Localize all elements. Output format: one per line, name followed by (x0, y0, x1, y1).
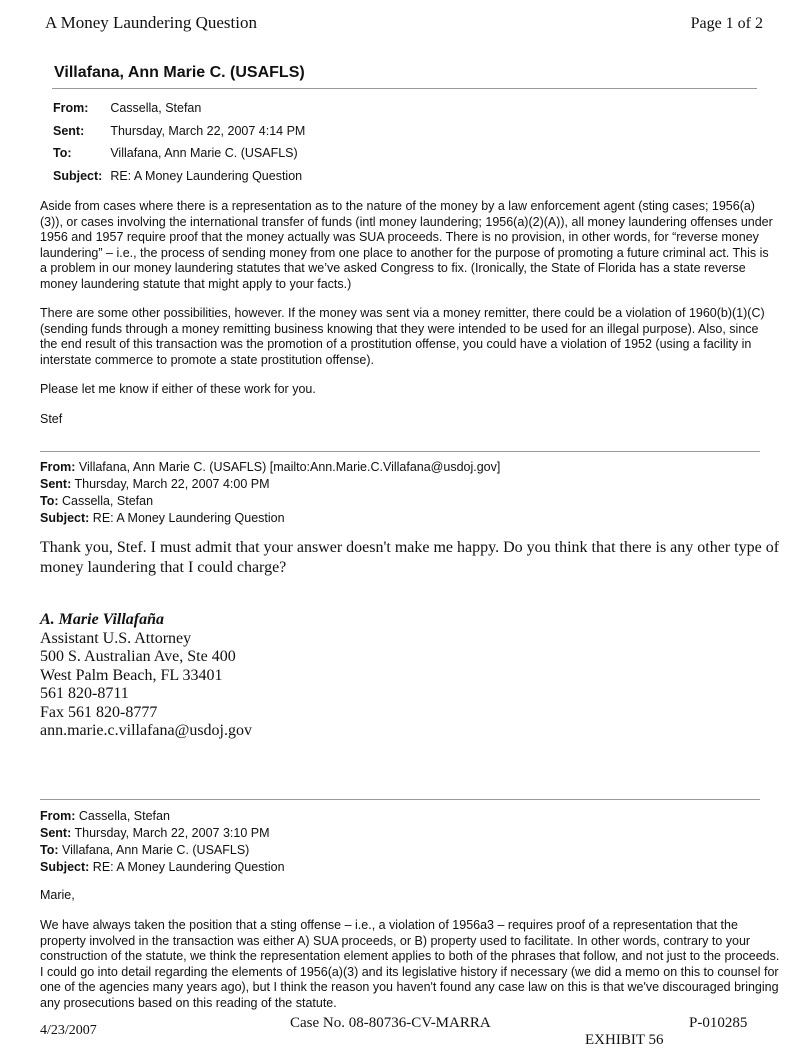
message1-paragraph: Please let me know if either of these work for you. (40, 382, 316, 396)
message1-paragraph: Aside from cases where there is a representation as to the nature of the money by a law enforcement agent (sting cases; 1956(a)(3)), or cases involving the international transfer of funds (intl money laundering; 1956(a)(2)(A)), all money laundering offenses under 1956 and 1957 require proof that the money actually was SUA proceeds. There is no provision, in other words, for “reverse money laundering” – i.e., the process of sending money from one place to another for the purpose of promoting a future criminal act. This is a problem in our money laundering statutes that we’ve asked Congress to fix. (Ironically, the State of Florida has a state reverse money laundering statute that might apply to your facts.) (40, 199, 773, 291)
from-label: From: (40, 460, 76, 474)
page-header-title: A Money Laundering Question (45, 13, 257, 32)
signature-email: ann.marie.c.villafana@usdoj.gov (40, 722, 252, 739)
signature-name: A. Marie Villafaña (40, 611, 165, 628)
from-value: Cassella, Stefan (78, 809, 170, 823)
message1-paragraph: There are some other possibilities, however. If the money was sent via a money remitter, there could be a violation of 1960(b)(1)(C) (sending funds through a money remitting business knowing that they were intended to be used for an illegal purpose). Also, since the end result of this transaction was the promotion of a prostitution offense, you could have a violation of 1952 (using a facility in interstate commerce to promote a state prostitution offense). (40, 306, 765, 367)
mailbox-name: Villafana, Ann Marie C. (USAFLS) (54, 64, 305, 81)
to-label: To: (53, 146, 72, 160)
signature-fax: Fax 561 820-8777 (40, 703, 158, 721)
subject-label: Subject: (40, 860, 90, 874)
subject-value: RE: A Money Laundering Question (92, 860, 285, 874)
to-value: Cassella, Stefan (62, 494, 154, 508)
message3-greeting: Marie, (40, 888, 75, 902)
message2-body: Thank you, Stef. I must admit that your answer doesn't make me happy. Do you think that there is any other type of money laundering that I could charge? (40, 539, 780, 576)
message1-signoff: Stef (40, 411, 63, 426)
message2-header (40, 459, 500, 527)
exhibit-label: EXHIBIT 56 (585, 1032, 664, 1048)
sent-label: Sent: (40, 826, 72, 840)
to-value: Villafana, Ann Marie C. (USAFLS) (110, 146, 298, 160)
signature-address2: West Palm Beach, FL 33401 (40, 666, 223, 684)
message3-body: We have always taken the position that a sting offense – i.e., a violation of 1956a3 – requires proof of a representation that the property involved in the transaction was either A) SUA proceeds, or B) property used to facilitate. In other words, contrary to your construction of the statute, we think the representation element applies to both of the phrases that follow, and not just to the proceeds. I could go into detail regarding the elements of 1956(a)(3) and its legislative history if necessary (we did a memo on this to counsel for one of the agencies many years ago), but I think the reason you haven't found any case law on this is that we've discouraged bringing any prosecutions based on this reading of the statute. (40, 918, 780, 1010)
from-value: Cassella, Stefan (110, 101, 202, 115)
signature-phone: 561 820-8711 (40, 685, 129, 702)
from-value: Villafana, Ann Marie C. (USAFLS) [mailto:Ann.Marie.C.Villafana@usdoj.gov] (78, 460, 501, 474)
from-label: From: (53, 101, 89, 115)
subject-label: Subject: (53, 168, 103, 183)
message1-header (53, 97, 305, 187)
message3-header (40, 808, 285, 876)
from-label: From: (40, 809, 76, 823)
subject-value: RE: A Money Laundering Question (110, 168, 303, 183)
to-value: Villafana, Ann Marie C. (USAFLS) (62, 843, 250, 857)
page-number: Page 1 of 2 (690, 15, 763, 32)
subject-label: Subject: (40, 511, 90, 525)
case-number: Case No. 08-80736-CV-MARRA (290, 1015, 491, 1031)
to-label: To: (40, 494, 59, 508)
sent-value: Thursday, March 22, 2007 4:00 PM (74, 477, 270, 491)
to-label: To: (40, 843, 59, 857)
sent-value: Thursday, March 22, 2007 4:14 PM (110, 123, 306, 138)
message-divider (40, 799, 760, 800)
message-divider (40, 451, 760, 452)
message1-body (40, 199, 775, 441)
signature-title: Assistant U.S. Attorney (40, 629, 192, 647)
sent-label: Sent: (53, 123, 85, 138)
bates-number: P-010285 (689, 1015, 748, 1031)
sent-value: Thursday, March 22, 2007 3:10 PM (74, 826, 270, 840)
subject-value: RE: A Money Laundering Question (92, 511, 285, 525)
signature-block (40, 611, 252, 741)
footer-date: 4/23/2007 (40, 1023, 97, 1038)
header-divider (52, 88, 757, 89)
signature-address1: 500 S. Australian Ave, Ste 400 (40, 648, 236, 665)
sent-label: Sent: (40, 477, 72, 491)
